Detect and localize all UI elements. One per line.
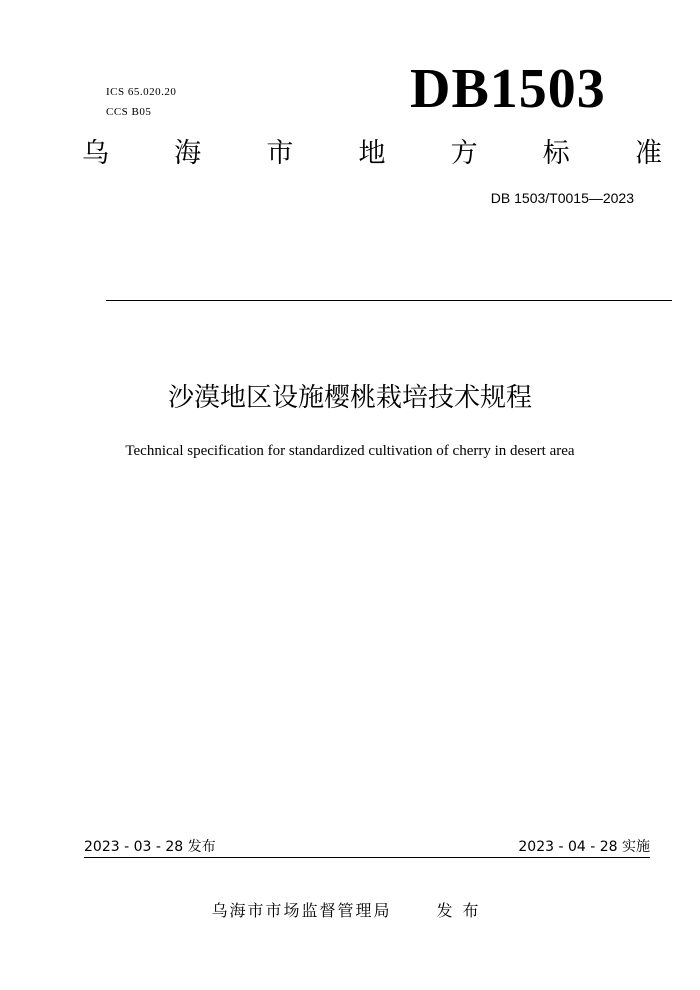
standard-type-char: 海 xyxy=(174,138,202,169)
top-divider xyxy=(106,300,672,301)
standard-type-char: 方 xyxy=(450,138,478,169)
ccs-code: CCS B05 xyxy=(106,106,152,118)
document-title-zh: 沙漠地区设施樱桃栽培技术规程 xyxy=(167,383,532,413)
issuer-name: 乌海市市场监督管理局 xyxy=(211,901,392,920)
standard-number: DB 1503/T0015—2023 xyxy=(490,190,634,206)
implementation-date: 2023 - 04 - 28 实施 xyxy=(518,839,650,855)
standard-type-char: 市 xyxy=(266,138,294,169)
issue-date: 2023 - 03 - 28 发布 xyxy=(84,839,216,855)
ics-code: ICS 65.020.20 xyxy=(106,86,177,98)
standard-type-title xyxy=(82,136,662,172)
document-title-en: Technical specification for standardized cultivation of cherry in desert area xyxy=(125,443,575,459)
bottom-divider xyxy=(84,857,650,858)
standard-type-char: 准 xyxy=(634,138,662,169)
standard-type-char: 地 xyxy=(358,138,386,169)
db-logo: DB1503 xyxy=(410,58,606,120)
standard-type-char: 标 xyxy=(542,138,570,169)
publish-label: 发布 xyxy=(436,901,489,920)
issuer-row xyxy=(0,900,700,922)
standard-type-char: 乌 xyxy=(82,138,109,169)
